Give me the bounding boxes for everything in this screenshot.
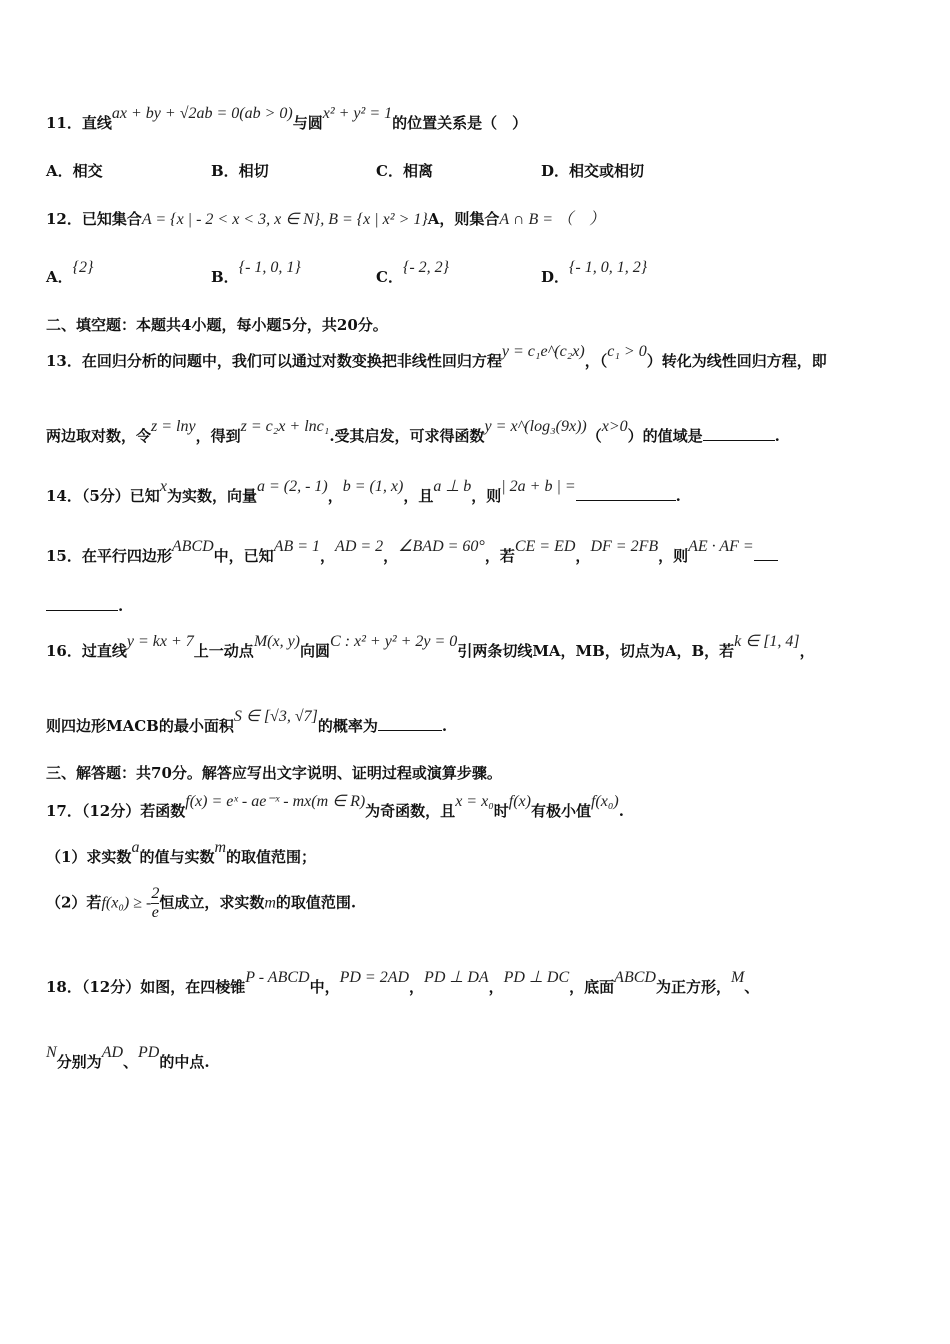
q12-sets: A = {x | - 2 < x < 3, x ∈ N}, B = {x | x² > 1} — [141, 211, 428, 228]
q17-part-1-text: （1）求实数 — [46, 848, 132, 866]
q16-text: 的概率为 — [317, 717, 378, 735]
q17-part-1 — [46, 839, 317, 867]
q13-line-2 — [46, 418, 780, 446]
q13-text: .受其启发，可求得函数 — [329, 427, 485, 445]
q17-fraction-denominator: e — [151, 904, 159, 921]
q15-number: 15． — [46, 547, 82, 565]
q12-option-value: {- 2, 2} — [402, 259, 450, 276]
q11-line-equation: ax + by + √2ab = 0(ab > 0) — [111, 105, 293, 122]
q13-text: ，（ — [584, 352, 608, 370]
q11-text: 的位置关系是（ ） — [392, 114, 528, 132]
q11-line — [46, 105, 528, 133]
q13-text: . — [774, 427, 780, 445]
q14-magnitude: | 2a + b | = — [501, 478, 576, 495]
q14-text: ， — [327, 487, 343, 505]
q12-line — [46, 206, 605, 229]
q17-text: （12分）若函数 — [81, 802, 186, 820]
q13-condition: c₁ > 0 — [607, 343, 647, 360]
q12-option-b — [211, 259, 301, 287]
q17-var-m: m — [264, 894, 276, 912]
q12-option-value: {- 1, 0, 1, 2} — [569, 259, 648, 276]
q15-text: 在平行四边形 — [81, 547, 172, 565]
q13-function: y = x^(log₃(9x)) — [484, 418, 587, 435]
q17-text: . — [618, 802, 624, 820]
q16-text: 过直线 — [81, 642, 127, 660]
q15-ad: AD = 2 — [335, 538, 384, 555]
q18-text: ， — [409, 978, 425, 996]
q17-part-1-text: 的值与实数 — [139, 848, 215, 866]
q17-number: 17． — [46, 802, 82, 820]
q15-text: . — [118, 597, 124, 615]
q16-point-m: M(x, y) — [253, 633, 300, 650]
section-3-heading: 三、解答题：共70分。解答应写出文字说明、证明过程或演算步骤。 — [46, 764, 502, 782]
q15-line — [46, 538, 778, 566]
q14-text: ，且 — [403, 487, 434, 505]
q15-angle: ∠BAD = 60° — [398, 538, 485, 555]
q17-x0: x = x₀ — [455, 793, 494, 810]
q15-df-fb: DF = 2FB — [590, 538, 659, 555]
q11-text: 与圆 — [292, 114, 323, 132]
q13-text: ，得到 — [195, 427, 241, 445]
q18-line-2 — [46, 1044, 210, 1072]
q15-text: ， — [320, 547, 336, 565]
q12-option-value: {- 1, 0, 1} — [238, 259, 301, 276]
q11-circle-equation: x² + y² = 1 — [322, 105, 393, 122]
q14-vector-b: b = (1, x) — [342, 478, 404, 495]
q17-fraction-numerator: 2 — [151, 885, 160, 902]
q15-parallelogram: ABCD — [171, 538, 214, 555]
q17-var-a: a — [131, 839, 140, 856]
q18-pd-perp-da: PD ⊥ DA — [424, 969, 489, 986]
q15-answer-blank[interactable] — [754, 546, 778, 561]
q12-text: 已知集合 — [81, 210, 142, 228]
q17-part-2 — [46, 885, 356, 922]
q12-option-label: A． — [46, 268, 73, 286]
q12-option-label: C． — [376, 268, 403, 286]
q17-part-2-text: 的取值范围. — [275, 893, 357, 912]
q17-part-2-text: （2）若 — [46, 893, 102, 912]
q17-line — [46, 793, 624, 821]
q11-option-b: B．相切 — [211, 162, 269, 180]
q16-area-range: S ∈ [√3, √7] — [233, 708, 318, 725]
q18-pd-ad: PD = 2AD — [339, 969, 410, 986]
q15-text: ， — [383, 547, 399, 565]
q14-text: 为实数，向量 — [166, 487, 257, 505]
q17-var-m: m — [214, 839, 227, 856]
q18-pyramid: P - ABCD — [245, 969, 310, 986]
q17-fx: f(x) — [508, 793, 531, 810]
q14-text: ，则 — [471, 487, 502, 505]
q18-segment-ad: AD — [101, 1044, 124, 1061]
q14-perpendicular: a ⊥ b — [433, 478, 472, 495]
q17-function: f(x) = eˣ - ae⁻ˣ - mx(m ∈ R) — [185, 793, 366, 810]
q18-base: ABCD — [614, 969, 656, 986]
q18-text: ， — [488, 978, 504, 996]
q15-ab: AB = 1 — [273, 538, 321, 555]
q17-part-2-text: 恒成立，求实数 — [159, 893, 265, 912]
q17-fx0: f(x₀) — [590, 793, 619, 810]
q18-text: 、 — [744, 978, 760, 996]
q18-line-1 — [46, 969, 760, 997]
q11-number: 11． — [46, 114, 82, 132]
q12-number: 12． — [46, 210, 82, 228]
q11-option-a: A．相交 — [46, 162, 103, 180]
q15-ce-ed: CE = ED — [514, 538, 576, 555]
q12-option-label: B． — [211, 268, 239, 286]
q16-text: 向圆 — [300, 642, 331, 660]
q12-option-a — [46, 259, 94, 287]
q14-line — [46, 478, 681, 506]
q14-number: 14． — [46, 487, 82, 505]
q16-answer-blank[interactable] — [378, 716, 442, 731]
q18-text: 分别为 — [56, 1053, 102, 1071]
q13-text: （ — [586, 427, 602, 445]
q16-text: 上一动点 — [193, 642, 254, 660]
q14-variable-x: x — [159, 478, 167, 495]
q17-text: 时 — [493, 802, 509, 820]
q13-linear-equation: z = c₂x + lnc₁ — [240, 418, 330, 435]
q13-text: ）的值域是 — [627, 427, 703, 445]
section-2-heading: 二、填空题：本题共4小题，每小题5分，共20分。 — [46, 316, 388, 334]
q11-option-c: C．相离 — [376, 162, 433, 180]
q16-text: 引两条切线MA，MB，切点为A，B，若 — [457, 642, 735, 660]
q16-text: 则四边形MACB的最小面积 — [46, 717, 234, 735]
q13-text: ）转化为线性回归方程，即 — [646, 352, 827, 370]
q18-text: 中， — [309, 978, 340, 996]
q17-part-1-text: 的取值范围； — [226, 848, 317, 866]
q12-option-value: {2} — [72, 259, 94, 276]
q18-text: 为正方形， — [655, 978, 731, 996]
q16-text: . — [441, 717, 448, 735]
q13-substitution: z = lny — [151, 418, 196, 435]
q15-dot-product: AE · AF = — [688, 538, 754, 555]
q11-option-d: D．相交或相切 — [541, 162, 645, 180]
q16-number: 16． — [46, 642, 82, 660]
q15-answer-blank-continued[interactable] — [46, 596, 118, 611]
q18-text: 的中点. — [159, 1053, 210, 1071]
q14-answer-blank[interactable] — [576, 486, 676, 501]
q11-text: 直线 — [81, 114, 112, 132]
q16-circle-equation: C : x² + y² + 2y = 0 — [330, 633, 458, 650]
q14-text: . — [675, 487, 681, 505]
q17-inequality: f(x₀) ≥ - — [101, 894, 152, 912]
q13-domain: x>0 — [601, 418, 628, 435]
q16-k-range: k ∈ [1, 4] — [734, 633, 800, 650]
q13-text: 在回归分析的问题中，我们可以通过对数变换把非线性回归方程 — [81, 352, 502, 370]
q12-option-c — [376, 259, 450, 287]
q13-line-1 — [46, 343, 827, 371]
q16-line-equation: y = kx + 7 — [126, 633, 194, 650]
q12-option-label: D． — [541, 268, 570, 286]
q17-text: 有极小值 — [530, 802, 591, 820]
q13-text: 两边取对数，令 — [46, 427, 152, 445]
q15-text: 中，已知 — [213, 547, 274, 565]
q15-line-2 — [46, 596, 123, 615]
q13-answer-blank[interactable] — [703, 426, 775, 441]
q18-text: ，底面 — [569, 978, 615, 996]
q18-point-m: M — [730, 969, 745, 986]
q16-text: ， — [799, 642, 815, 660]
q17-text: 为奇函数，且 — [365, 802, 456, 820]
q18-pd-perp-dc: PD ⊥ DC — [503, 969, 570, 986]
q16-line-2 — [46, 708, 448, 736]
q18-text: 、 — [123, 1053, 139, 1071]
q18-number: 18． — [46, 978, 82, 996]
q15-text: ， — [575, 547, 591, 565]
q18-segment-pd: PD — [138, 1044, 160, 1061]
q12-intersection: A ∩ B = （ ） — [499, 211, 606, 228]
q15-text: ，则 — [658, 547, 689, 565]
q13-nonlinear-equation: y = c₁e^(c₂x) — [501, 343, 585, 360]
q13-number: 13． — [46, 352, 82, 370]
q14-vector-a: a = (2, - 1) — [256, 478, 328, 495]
q14-text: （5分）已知 — [81, 487, 160, 505]
q16-line-1 — [46, 633, 815, 661]
q15-text: ，若 — [484, 547, 515, 565]
q12-text: A，则集合 — [427, 210, 500, 228]
q18-point-n: N — [46, 1044, 57, 1061]
q18-text: （12分）如图，在四棱锥 — [81, 978, 246, 996]
q12-option-d — [541, 259, 648, 287]
